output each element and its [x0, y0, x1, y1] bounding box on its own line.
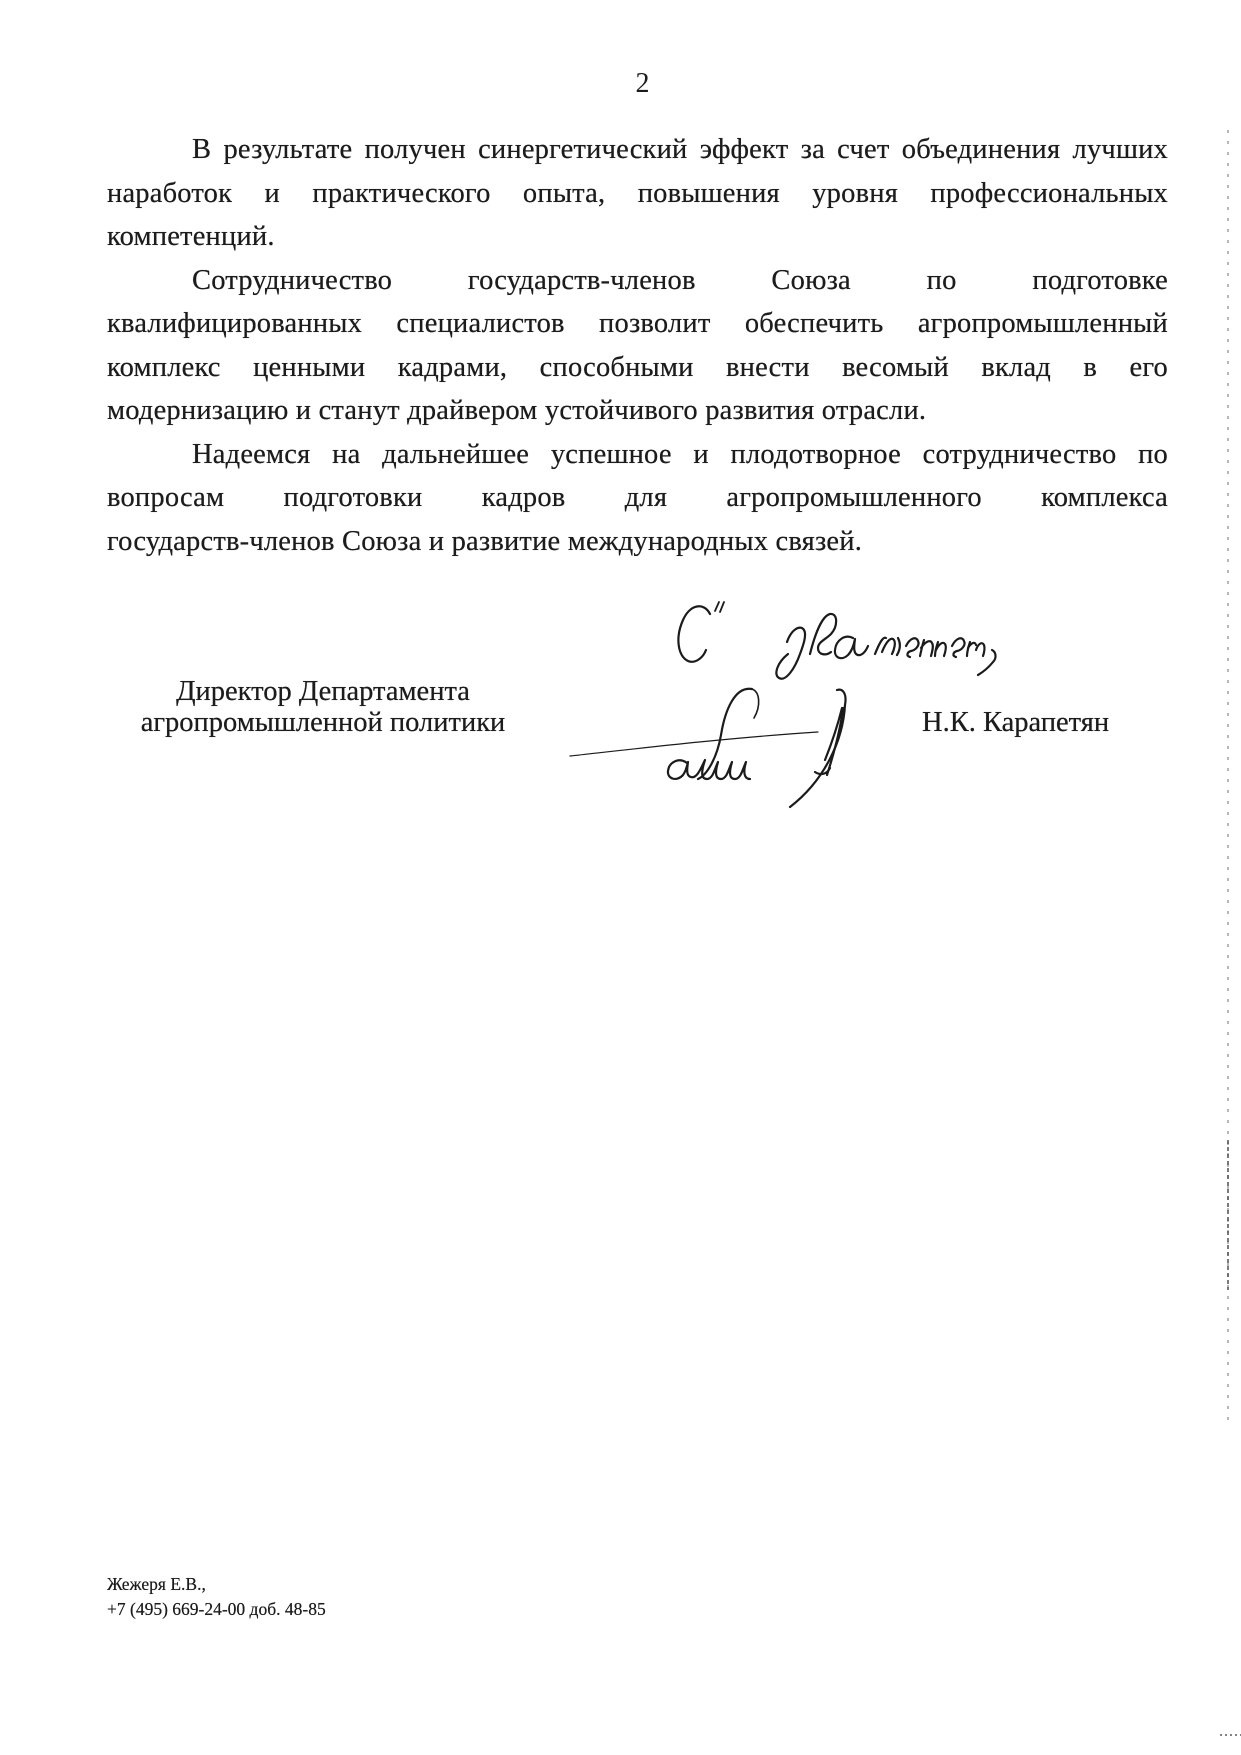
paragraph	[107, 433, 1168, 564]
scan-artifact-corner-dots	[1220, 1734, 1241, 1736]
scan-artifact-dotted-line-dense	[1227, 1140, 1229, 1290]
executor-name: Жежеря Е.В.,	[107, 1574, 206, 1594]
handwritten-closing	[670, 598, 1010, 693]
body-line: квалифицированных специалистов позволит обеспечить агропромышленный	[107, 308, 1168, 339]
body-line: модернизацию и станут драйвером устойчивого развития отрасли.	[107, 395, 927, 426]
body-line: комплекс ценными кадрами, способными внести весомый вклад в его	[107, 351, 1168, 383]
body-line: Надеемся на дальнейшее успешное и плодотворное сотрудничество по	[192, 438, 1168, 470]
paragraph	[107, 128, 1168, 259]
signer-title-line2: агропромышленной политики	[140, 707, 506, 738]
handwritten-signature	[555, 680, 865, 815]
page-number: 2	[635, 68, 650, 99]
body-line: В результате получен синергетический эффект за счет объединения лучших	[192, 134, 1168, 165]
paragraph	[107, 259, 1168, 433]
body-line: компетенций.	[107, 221, 275, 252]
body-line: наработок и практического опыта, повышения уровня профессиональных	[107, 177, 1168, 209]
signer-name: Н.К. Карапетян	[922, 707, 1110, 738]
footer-contact	[107, 1572, 326, 1622]
signer-title-line1: Директор Департамента	[176, 676, 470, 707]
body-line: государств-членов Союза и развитие международных связей.	[107, 525, 863, 557]
executor-phone: +7 (495) 669-24-00 доб. 48-85	[107, 1599, 326, 1619]
body-line: Сотрудничество государств-членов Союза по подготовке	[192, 264, 1168, 296]
body-line: вопросам подготовки кадров для агропромышленного комплекса	[107, 482, 1168, 513]
letter-body	[107, 128, 1168, 563]
signer-title	[127, 676, 519, 738]
